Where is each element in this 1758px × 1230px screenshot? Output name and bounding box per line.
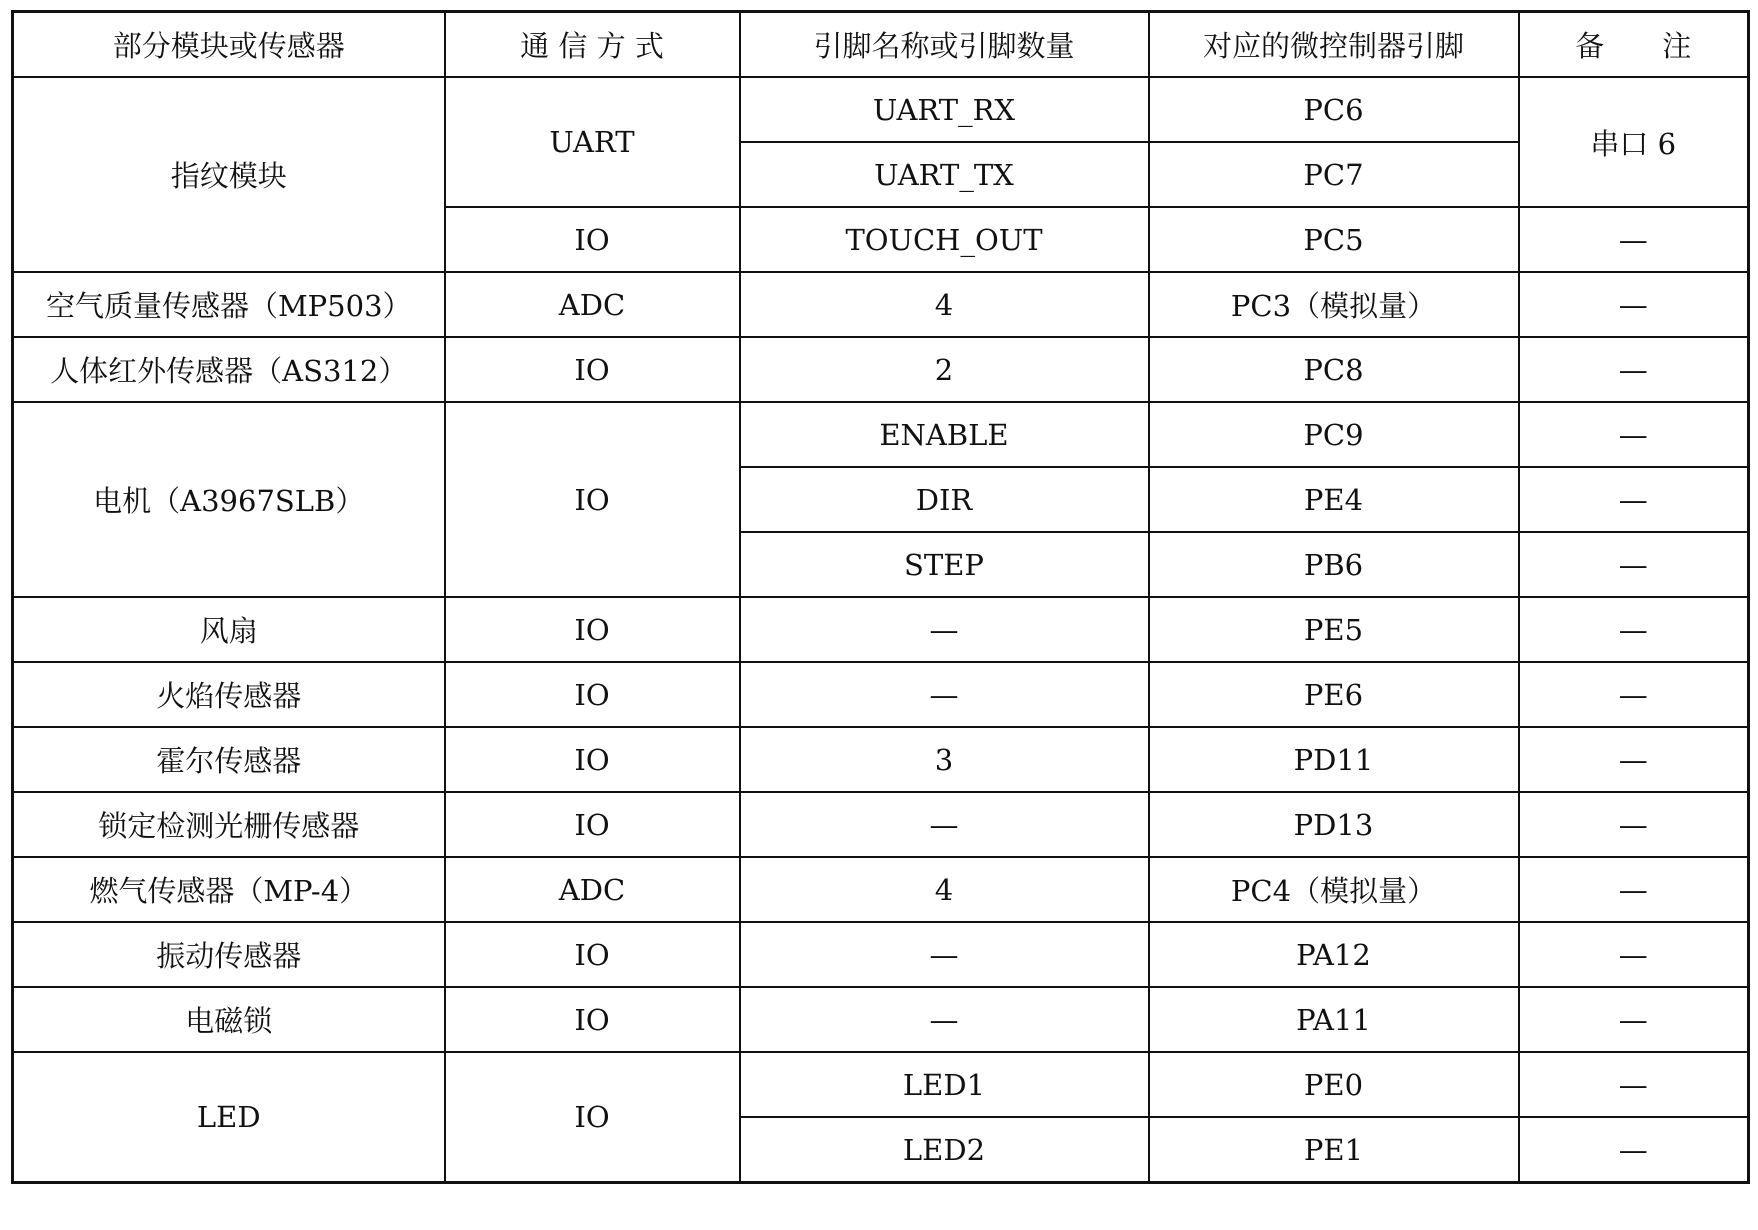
header-module: 部分模块或传感器 (13, 12, 445, 78)
note-cell: — (1519, 467, 1749, 532)
pin-cell: — (740, 987, 1149, 1052)
comm-cell: IO (445, 922, 740, 987)
table-row (13, 857, 1749, 922)
pin-cell: — (740, 597, 1149, 662)
pin-cell: — (740, 792, 1149, 857)
note-cell: — (1519, 792, 1749, 857)
table-row (13, 337, 1749, 402)
mcu-cell: PC9 (1149, 402, 1519, 467)
note-cell: — (1519, 987, 1749, 1052)
table-row (13, 272, 1749, 337)
comm-cell: IO (445, 987, 740, 1052)
table-row (13, 922, 1749, 987)
module-cell: 锁定检测光栅传感器 (13, 792, 445, 857)
note-cell: — (1519, 1052, 1749, 1117)
module-cell: 电磁锁 (13, 987, 445, 1052)
note-cell: — (1519, 532, 1749, 597)
pin-cell: STEP (740, 532, 1149, 597)
mcu-cell: PA11 (1149, 987, 1519, 1052)
note-cell: — (1519, 727, 1749, 792)
mcu-cell: PC3（模拟量） (1149, 272, 1519, 337)
comm-cell: IO (445, 597, 740, 662)
pin-cell: — (740, 662, 1149, 727)
header-comm: 通 信 方 式 (445, 12, 740, 78)
table-row (13, 987, 1749, 1052)
mcu-cell: PD11 (1149, 727, 1519, 792)
note-cell: — (1519, 1117, 1749, 1183)
note-cell: — (1519, 857, 1749, 922)
header-mcu: 对应的微控制器引脚 (1149, 12, 1519, 78)
pin-cell: ENABLE (740, 402, 1149, 467)
note-cell: — (1519, 922, 1749, 987)
pin-cell: — (740, 922, 1149, 987)
header-row (13, 12, 1749, 78)
mcu-cell: PE1 (1149, 1117, 1519, 1183)
mcu-cell: PE4 (1149, 467, 1519, 532)
table-row (13, 597, 1749, 662)
pin-cell: UART_TX (740, 142, 1149, 207)
comm-cell: ADC (445, 857, 740, 922)
mcu-cell: PB6 (1149, 532, 1519, 597)
pin-cell: 4 (740, 857, 1149, 922)
note-cell: — (1519, 597, 1749, 662)
note-cell: — (1519, 337, 1749, 402)
mcu-cell: PC7 (1149, 142, 1519, 207)
note-cell: 串口 6 (1519, 77, 1749, 207)
mcu-cell: PC4（模拟量） (1149, 857, 1519, 922)
note-cell: — (1519, 272, 1749, 337)
table-row (13, 77, 1749, 142)
header-pin: 引脚名称或引脚数量 (740, 12, 1149, 78)
module-cell: 火焰传感器 (13, 662, 445, 727)
mcu-cell: PC6 (1149, 77, 1519, 142)
module-cell: 燃气传感器（MP-4） (13, 857, 445, 922)
table-row (13, 792, 1749, 857)
module-cell: 霍尔传感器 (13, 727, 445, 792)
mcu-cell: PE6 (1149, 662, 1519, 727)
mcu-cell: PD13 (1149, 792, 1519, 857)
pin-cell: LED2 (740, 1117, 1149, 1183)
comm-cell: IO (445, 662, 740, 727)
mcu-cell: PE5 (1149, 597, 1519, 662)
pin-cell: TOUCH_OUT (740, 207, 1149, 272)
pin-cell: 2 (740, 337, 1149, 402)
note-cell: — (1519, 207, 1749, 272)
table-row (13, 662, 1749, 727)
comm-cell: IO (445, 402, 740, 597)
note-cell: — (1519, 402, 1749, 467)
module-cell: LED (13, 1052, 445, 1183)
comm-cell: IO (445, 792, 740, 857)
pin-cell: UART_RX (740, 77, 1149, 142)
comm-cell: UART (445, 77, 740, 207)
module-cell: 指纹模块 (13, 77, 445, 272)
comm-cell: IO (445, 207, 740, 272)
comm-cell: IO (445, 1052, 740, 1183)
header-note: 备 注 (1519, 12, 1749, 78)
mcu-cell: PA12 (1149, 922, 1519, 987)
table-row (13, 727, 1749, 792)
module-cell: 振动传感器 (13, 922, 445, 987)
mcu-cell: PC5 (1149, 207, 1519, 272)
table-row (13, 402, 1749, 467)
module-cell: 人体红外传感器（AS312） (13, 337, 445, 402)
note-cell: — (1519, 662, 1749, 727)
mcu-cell: PC8 (1149, 337, 1519, 402)
pin-cell: 4 (740, 272, 1149, 337)
module-cell: 风扇 (13, 597, 445, 662)
pin-mapping-table (11, 10, 1750, 1184)
pin-cell: DIR (740, 467, 1149, 532)
pin-cell: 3 (740, 727, 1149, 792)
table-row (13, 1052, 1749, 1117)
module-cell: 空气质量传感器（MP503） (13, 272, 445, 337)
comm-cell: IO (445, 337, 740, 402)
module-cell: 电机（A3967SLB） (13, 402, 445, 597)
mcu-cell: PE0 (1149, 1052, 1519, 1117)
comm-cell: ADC (445, 272, 740, 337)
comm-cell: IO (445, 727, 740, 792)
pin-cell: LED1 (740, 1052, 1149, 1117)
